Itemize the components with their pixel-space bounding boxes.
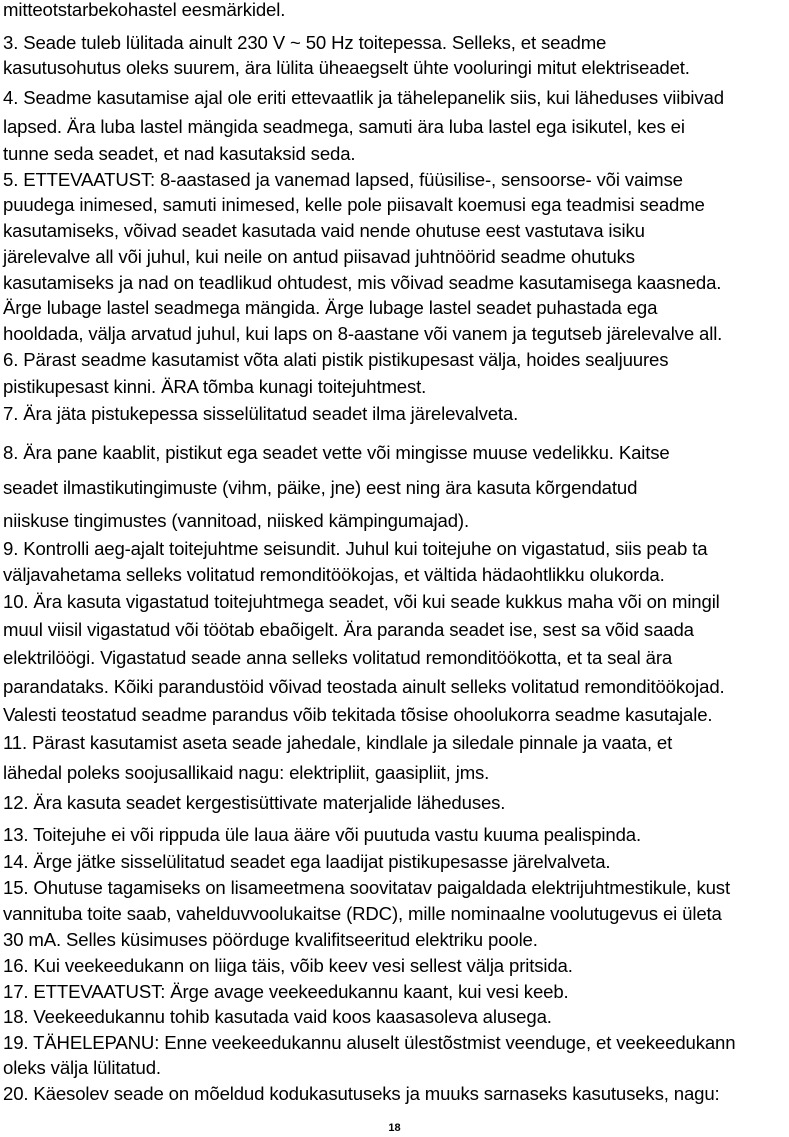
text-line: muul viisil vigastatud või töötab ebaõigelt. Ära paranda seadet ise, sest sa võid saada: [3, 619, 694, 640]
text-line: 18. Veekeedukannu tohib kasutada vaid koos kaasasoleva alusega.: [3, 1006, 552, 1027]
text-line: 19. TÄHELEPANU: Enne veekeedukannu aluselt ülestõstmist veenduge, et veekeedukann: [3, 1032, 736, 1053]
text-line: niiskuse tingimustes (vannitoad, niisked kämpingumajad).: [3, 510, 469, 531]
text-line: väljavahetama selleks volitatud remonditöökojas, et vältida hädaohtlikku olukorda.: [3, 564, 665, 585]
text-line: 14. Ärge jätke sisselülitatud seadet ega laadijat pistikupesasse järelvalveta.: [3, 851, 611, 872]
text-line: 15. Ohutuse tagamiseks on lisameetmena soovitatav paigaldada elektrijuhtmestikule, kust: [3, 877, 730, 898]
text-line: kasutamiseks, võivad seadet kasutada vaid nende ohutuse eest vastutava isiku: [3, 220, 645, 241]
text-line: 16. Kui veekeedukann on liiga täis, võib keev vesi sellest välja pritsida.: [3, 955, 573, 976]
text-line: Valesti teostatud seadme parandus võib tekitada tõsise ohoolukorra seadme kasutajale.: [3, 704, 713, 725]
text-line: mitteotstarbekohastel eesmärkidel.: [3, 0, 286, 20]
text-line: hooldada, välja arvatud juhul, kui laps on 8-aastane või vanem ja tegutseb järelevalve all.: [3, 323, 723, 344]
text-line: 5. ETTEVAATUST: 8-aastased ja vanemad lapsed, füüsilise-, sensoorse- või vaimse: [3, 169, 683, 190]
text-line: järelevalve all või juhul, kui neile on antud piisavad juhtnöörid seadme ohutuks: [3, 246, 635, 267]
text-line: 12. Ära kasuta seadet kergestisüttivate materjalide läheduses.: [3, 792, 506, 813]
text-line: 20. Käesolev seade on mõeldud kodukasutuseks ja muuks sarnaseks kasutuseks, nagu:: [3, 1083, 720, 1104]
text-line: 6. Pärast seadme kasutamist võta alati pistik pistikupesast välja, hoides sealjuures: [3, 349, 669, 370]
text-line: 7. Ära jäta pistukepessa sisselülitatud seadet ilma järelevalveta.: [3, 403, 519, 424]
text-line: 4. Seadme kasutamise ajal ole eriti ettevaatlik ja tähelepanelik siis, kui läheduses viibivad: [3, 87, 724, 108]
text-line: kasutusohutus oleks suurem, ära lülita üheaegselt ühte vooluringi mitut elektriseadet.: [3, 57, 690, 78]
text-line: elektrilöögi. Vigastatud seade anna selleks volitatud remonditöökotta, et ta seal ära: [3, 647, 673, 668]
text-line: kasutamiseks ja nad on teadlikud ohtudest, mis võivad seadme kasutamisega kaasneda.: [3, 272, 722, 293]
text-line: 3. Seade tuleb lülitada ainult 230 V ~ 50 Hz toitepessa. Selleks, et seadme: [3, 32, 607, 53]
text-line: lapsed. Ära luba lastel mängida seadmega, samuti ära luba lastel ega isikutel, kes ei: [3, 116, 685, 137]
text-line: oleks välja lülitatud.: [3, 1057, 161, 1078]
text-line: Ärge lubage lastel seadmega mängida. Ärge lubage lastel seadet puhastada ega: [3, 297, 658, 318]
text-line: 11. Pärast kasutamist aseta seade jahedale, kindlale ja siledale pinnale ja vaata, et: [3, 732, 673, 753]
text-line: 17. ETTEVAATUST: Ärge avage veekeedukannu kaant, kui vesi keeb.: [3, 981, 569, 1002]
text-line: lähedal poleks soojusallikaid nagu: elektripliit, gaasipliit, jms.: [3, 762, 490, 783]
text-line: parandataks. Kõiki parandustöid võivad teostada ainult selleks volitatud remonditöökojad.: [3, 676, 725, 697]
text-line: 10. Ära kasuta vigastatud toitejuhtmega seadet, või kui seade kukkus maha või on mingil: [3, 591, 720, 612]
text-line: puudega inimesed, samuti inimesed, kelle pole piisavalt koemusi ega teadmisi seadme: [3, 194, 705, 215]
text-line: 30 mA. Selles küsimuses pöörduge kvalifitseeritud elektriku poole.: [3, 929, 538, 950]
text-line: pistikupesast kinni. ÄRA tõmba kunagi toitejuhtmest.: [3, 376, 427, 397]
page-number: 18: [388, 1122, 401, 1134]
text-line: seadet ilmastikutingimuste (vihm, päike, jne) eest ning ära kasuta kõrgendatud: [3, 477, 638, 498]
text-line: vannituba toite saab, vahelduvvoolukaitse (RDC), mille nominaalne voolutugevus ei ületa: [3, 903, 722, 924]
text-line: 8. Ära pane kaablit, pistikut ega seadet vette või mingisse muuse vedelikku. Kaitse: [3, 442, 670, 463]
text-line: 9. Kontrolli aeg-ajalt toitejuhtme seisundit. Juhul kui toitejuhe on vigastatud, siis peab ta: [3, 538, 708, 559]
text-line: 13. Toitejuhe ei või rippuda üle laua ääre või puutuda vastu kuuma pealispinda.: [3, 824, 642, 845]
text-line: tunne seda seadet, et nad kasutaksid seda.: [3, 143, 356, 164]
